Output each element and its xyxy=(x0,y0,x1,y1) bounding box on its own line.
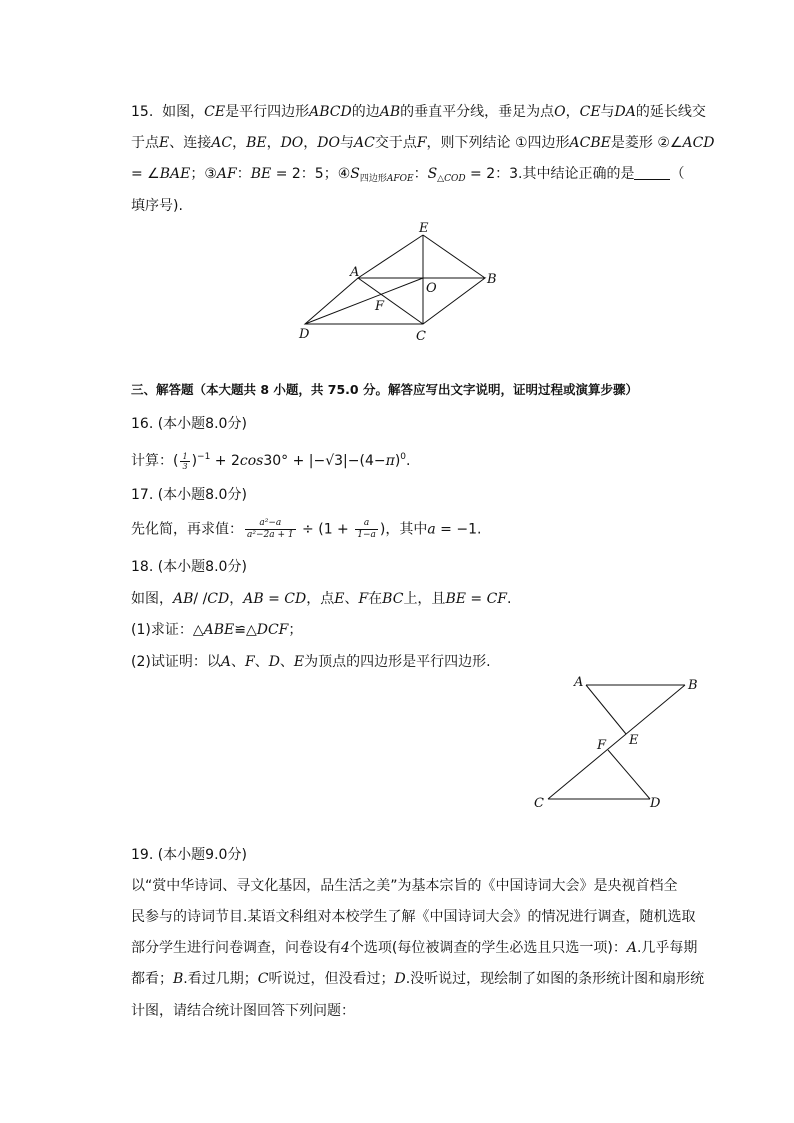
q15-line-2: 于点E、连接AC，BE，DO，DO与AC交于点F，则下列结论 ①四边形ACBE是菱形 ②∠ACD xyxy=(131,135,715,151)
label-d: D xyxy=(299,327,310,342)
q16-expression: 计算：( $\frac{1}{3}$ )$^{-1} + 2\cos 30^\circ + |-√3|-(4-\pi)^0$. xyxy=(131,451,411,471)
q18-line-2: (1)求证：△ABE≌△DCF； xyxy=(131,622,303,638)
q17-header: 17. (本小题8.0分) xyxy=(131,487,247,503)
fraction-inner: $\frac{a}{1-a}$ xyxy=(357,518,376,540)
q19-line-4: 都看；B.看过几期；C听说过，但没看过；D.没听说过，现绘制了如图的条形统计图和扇形统 xyxy=(131,971,705,987)
q15-line-1: 15. 如图，CE是平行四边形ABCD的边AB的垂直平分线，垂足为点O，CE与DA的延长线交 xyxy=(131,104,706,120)
label-f: F xyxy=(375,299,385,314)
segment-ae xyxy=(358,235,423,278)
segment-do xyxy=(305,278,423,324)
q18-line-3: (2)试证明：以A、F、D、E为顶点的四边形是平行四边形. xyxy=(131,654,491,670)
label-a: A xyxy=(574,675,584,690)
q15-line-4: 填序号). xyxy=(131,198,183,214)
label-c: C xyxy=(534,796,544,811)
fraction-one-third: $\frac{1}{3}$ xyxy=(182,451,188,471)
segment-fd xyxy=(608,750,650,799)
label-a: A xyxy=(350,265,360,280)
label-o: O xyxy=(426,281,437,296)
label-e: E xyxy=(629,733,639,748)
segment-bc xyxy=(548,685,685,799)
q18-header: 18. (本小题8.0分) xyxy=(131,559,247,575)
q19-line-1: 以“赏中华诗词、寻文化基因，品生活之美”为基本宗旨的《中国诗词大会》是央视首档全 xyxy=(131,878,678,894)
q19-header: 19. (本小题9.0分) xyxy=(131,847,247,863)
label-b: B xyxy=(688,678,698,693)
section-3-heading: 三、解答题（本大题共 8 小题，共 75.0 分。解答应写出文字说明，证明过程或演算步骤） xyxy=(131,382,638,397)
label-f: F xyxy=(597,738,607,753)
segment-ac xyxy=(358,278,423,324)
label-b: B xyxy=(487,272,497,287)
q16-header: 16. (本小题8.0分) xyxy=(131,416,247,432)
parallelogram-abcd xyxy=(305,278,485,324)
segment-eb xyxy=(423,235,485,278)
q15-line-3: = ∠BAE；③AF：BE = 2：5；$④S_{四边形AFOE}$：$S_{\triangle COD} = 2$：3.其中结论正确的是 （ xyxy=(131,166,685,184)
q19-line-2: 民参与的诗词节目.某语文科组对本校学生了解《中国诗词大会》的情况进行调查，随机选取 xyxy=(131,909,696,925)
label-d: D xyxy=(650,796,661,811)
q19-line-3: 部分学生进行问卷调查，问卷设有4个选项(每位被调查的学生必选且只选一项)：A.几乎每期 xyxy=(131,940,698,956)
q15-figure xyxy=(295,220,510,345)
label-c: C xyxy=(416,329,426,344)
label-e: E xyxy=(419,221,429,236)
q17-expression: 先化简，再求值： $\frac{\text{a²−a}}{\text{a²−2a + 1}}$ ÷ (1 + $\frac{a}{1-a}$ )，其中a = −1. xyxy=(131,518,482,540)
q18-figure xyxy=(528,672,708,814)
q19-line-5: 计图，请结合统计图回答下列问题： xyxy=(131,1003,355,1019)
fraction-main: $\frac{\text{a²−a}}{\text{a²−2a + 1}}$ xyxy=(247,518,294,540)
answer-blank[interactable] xyxy=(634,165,670,180)
segment-ae xyxy=(586,685,626,734)
q18-line-1: 如图，AB/ /CD，AB = CD，点E、F在BC上，且BE = CF. xyxy=(131,591,512,607)
